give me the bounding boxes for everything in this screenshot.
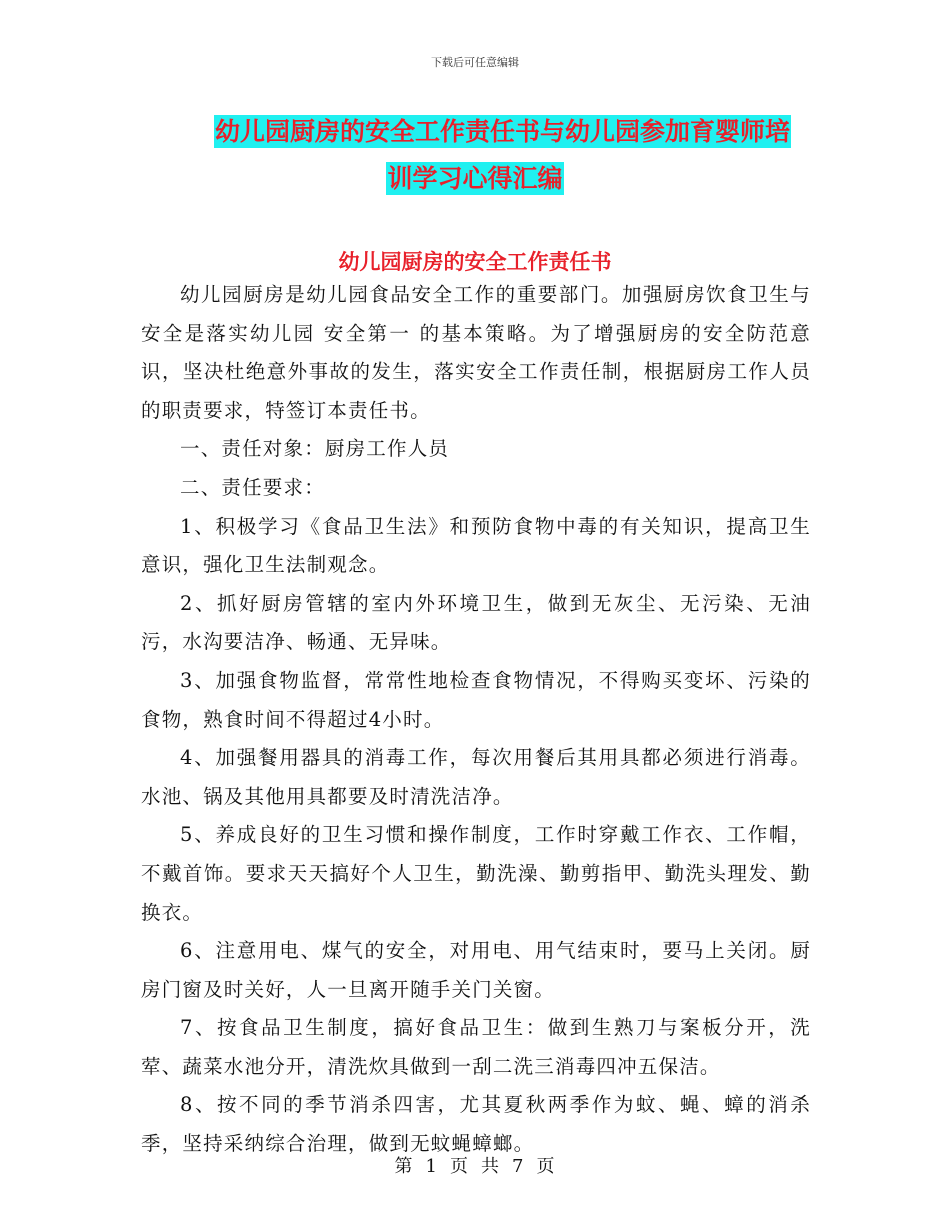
paragraph: 8、按不同的季节消杀四害，尤其夏秋两季作为蚊、蝇、蟑的消杀季，坚持采纳综合治理，做到无蚊蝇蟑螂。 <box>141 1093 811 1156</box>
title-line-1 <box>0 108 950 155</box>
page-suffix: 页 <box>536 1156 556 1177</box>
paragraph: 二、责任要求： <box>180 475 325 499</box>
page-total: 7 <box>512 1156 525 1177</box>
title-line-2 <box>0 155 950 202</box>
paragraph: 5、养成良好的卫生习惯和操作制度，工作时穿戴工作衣、工作帽，不戴首饰。要求天天搞好个人卫生，勤洗澡、勤剪指甲、勤洗头理发、勤换衣。 <box>141 823 811 924</box>
paragraph: 7、按食品卫生制度，搞好食品卫生：做到生熟刀与案板分开，洗荤、蔬菜水池分开，清洗炊具做到一刮二洗三消毒四冲五保洁。 <box>141 1016 811 1078</box>
header-note: 下载后可任意编辑 <box>431 56 519 69</box>
paragraph: 幼儿园厨房是幼儿园食品安全工作的重要部门。加强厨房饮食卫生与安全是落实幼儿园 安全第一 的基本策略。为了增强厨房的安全防范意识，坚决杜绝意外事故的发生，落实安全工作责任制，根据厨房工作人员的职责要求，特签订本责任书。 <box>141 283 811 422</box>
paragraph: 3、加强食物监督，常常性地检查食物情况，不得购买变坏、污染的食物，熟食时间不得超过4小时。 <box>141 668 811 731</box>
title-line-2-text: 训学习心得汇编 <box>387 164 563 193</box>
document-body <box>141 276 811 1164</box>
page-current: 1 <box>425 1156 438 1177</box>
page-mid: 页 <box>450 1156 469 1177</box>
page-footer <box>0 1152 950 1178</box>
paragraph: 6、注意用电、煤气的安全，对用电、用气结束时，要马上关闭。厨房门窗及时关好，人一旦离开随手关门关窗。 <box>141 939 811 1001</box>
paragraph: 一、责任对象：厨房工作人员 <box>180 437 450 461</box>
paragraph: 1、积极学习《食品卫生法》和预防食物中毒的有关知识，提高卫生意识，强化卫生法制观念。 <box>141 514 811 577</box>
total-prefix: 共 <box>481 1156 500 1177</box>
paragraph: 2、抓好厨房管辖的室内外环境卫生，做到无灰尘、无污染、无油污，水沟要洁净、畅通、无异味。 <box>141 591 811 654</box>
paragraph: 4、加强餐用器具的消毒工作，每次用餐后其用具都必须进行消毒。水池、锅及其他用具都要及时清洗洁净。 <box>141 746 811 808</box>
section-title: 幼儿园厨房的安全工作责任书 <box>338 250 612 274</box>
page-prefix: 第 <box>394 1156 414 1177</box>
title-line-1-text: 幼儿园厨房的安全工作责任书与幼儿园参加育婴师培 <box>214 117 790 146</box>
document-title <box>0 108 950 202</box>
